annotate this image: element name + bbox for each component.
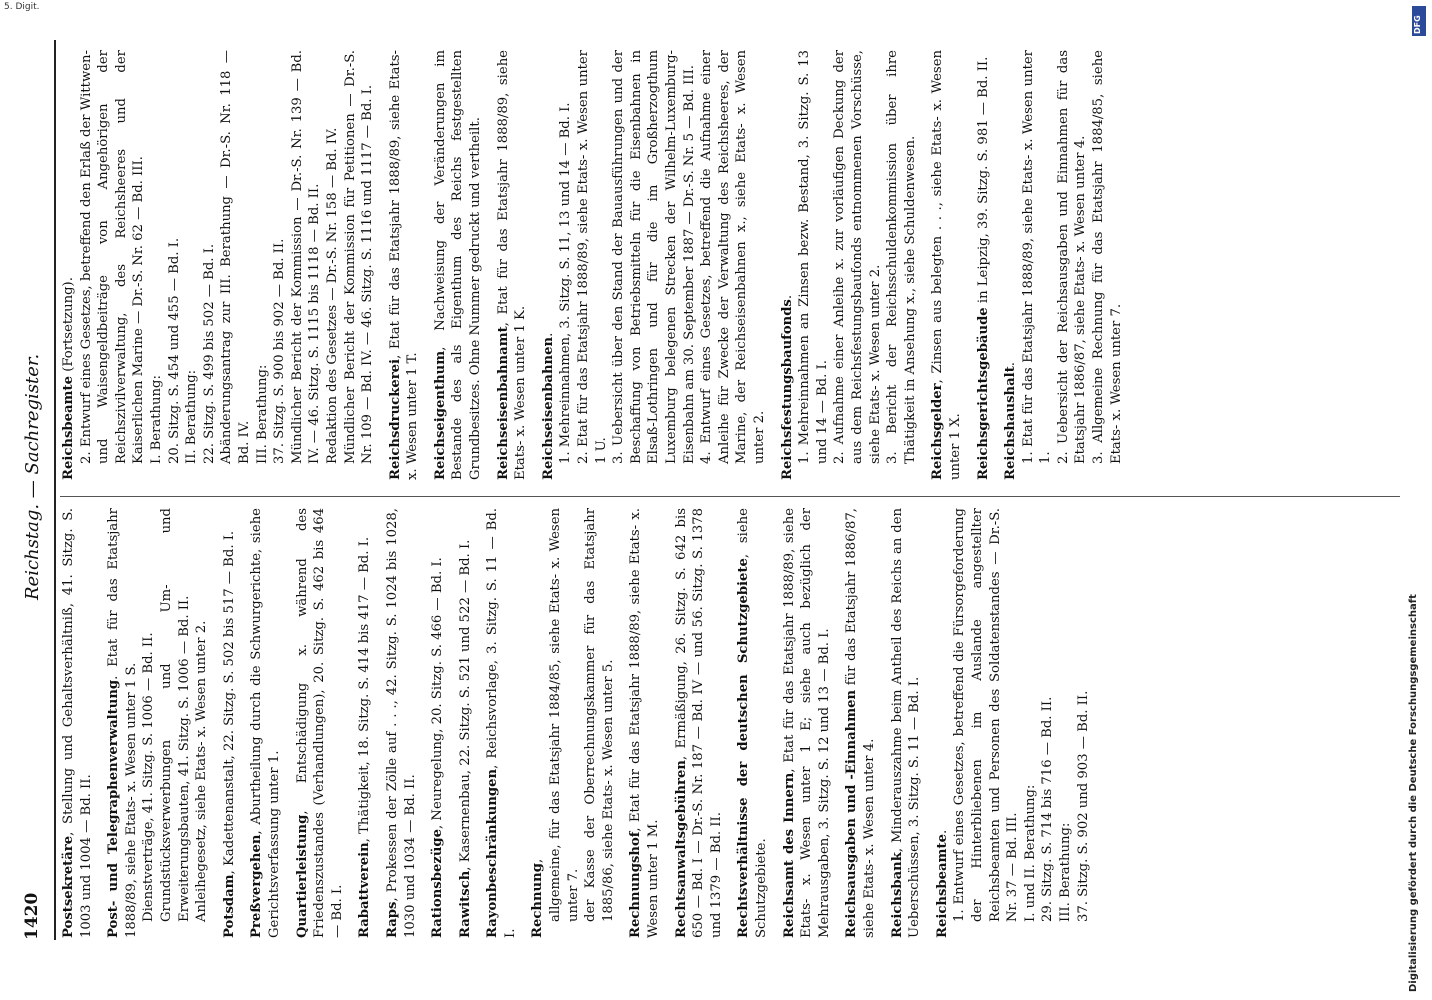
index-entry: [627, 508, 662, 938]
index-entry: [975, 50, 993, 480]
index-entry: [429, 508, 447, 938]
entry-keyword: Reichsgerichtsgebäude: [975, 307, 991, 480]
index-entry: [779, 50, 920, 480]
entry-subitem: 4. Entwurf eines Gesetzes, betreffend die Aufnahme einer Anleihe für Zwecke der Verwaltung des Reichsheeres, der Marine, der Reichseisenbahnen x., siehe Etats- x. Wesen unter 2.: [699, 50, 767, 464]
corner-mark: 5. Digit.: [4, 2, 40, 12]
entry-text: , Entschädigung x. während des Friedenszustandes (Verhandlungen), 20. Sitzg. S. 462 bis 464 — Bd. I.: [294, 508, 345, 938]
entry-keyword: Rechtsverhältnisse der deutschen Schutzgebiete: [736, 558, 752, 938]
entry-subitem: 3. Bericht der Reichsschuldenkommission über ihre Thätigkeit in Ansehung x., siehe Schuldenwesen.: [885, 50, 918, 464]
entry-subitem: 2. Etat für das Etatsjahr 1888/89, siehe Etats- x. Wesen unter 1 U.: [576, 50, 609, 464]
entry-subitem: Redaktion des Gesetzes — Dr.-S. Nr. 158 — Bd. IV.: [324, 127, 340, 464]
entry-subitem: 22. Sitzg. S. 499 bis 502 — Bd. I.: [201, 243, 217, 464]
index-entry: [60, 50, 377, 480]
entry-text: , Thätigkeit, 18. Sitzg. S. 414 bis 417 — Bd. I.: [357, 536, 373, 843]
entry-keyword: Reichsamt des Innern: [781, 772, 797, 938]
index-entry: [432, 50, 485, 480]
entry-subitem: 37. Sitzg. S. 900 bis 902 — Bd. II.: [272, 238, 288, 464]
entry-subitem: Grundstücksverwerbungen und Um- und Erweiterungsbauten, 41. Sitzg. S. 1006 — Bd. II.: [158, 508, 192, 922]
index-entry: [484, 508, 519, 938]
entry-subitem: 3. Allgemeine Rechnung für das Etatsjahr 1884/85, siehe Etats- x. Wesen unter 7.: [1091, 50, 1124, 464]
index-entry: [540, 50, 769, 480]
entry-text: , Kasernenbau, 22. Sitzg. S. 521 und 522 — Bd. I.: [457, 539, 473, 871]
index-entry: [495, 50, 530, 480]
index-entry: [457, 508, 475, 938]
entry-keyword: Raps: [384, 901, 400, 938]
index-entry: [934, 508, 1092, 938]
entry-text: , Etat für das Etatsjahr 1888/89, siehe Etats- x. Wesen unter 1 M.: [628, 508, 662, 938]
entry-keyword: Reichsbeamte: [61, 376, 76, 480]
index-entry: [1002, 50, 1125, 480]
entry-subitem: Mündlicher Bericht der Kommission — Dr.-S. Nr. 139 — Bd. IV. — 46. Sitzg. S. 1115 bis 1118 — Bd. II.: [289, 50, 323, 464]
entry-subitem: 29. Sitzg. S. 714 bis 716 — Bd. II.: [1040, 696, 1056, 922]
index-entry: [60, 508, 95, 938]
index-entry: [673, 508, 726, 938]
entry-keyword: Reichshaushalt: [1003, 366, 1019, 480]
index-entry: [105, 508, 211, 938]
entry-text: , Kadettenanstalt, 22. Sitzg. S. 502 bis 517 — Bd. I.: [221, 530, 237, 875]
entry-text: .: [934, 829, 950, 834]
entry-subitem: 1. Entwurf eines Gesetzes, betreffend die Fürsorgeforderung der Hinterbliebenen im Auslande angestellter Reichsbeamten und Personen des Soldatenstandes — Dr.-S. Nr. 37 — Bd. III.: [952, 508, 1021, 922]
entry-text: , Etat für das Etatsjahr 1888/89, siehe Etats- x. Wesen unter 1 E; siehe auch bezüglich der Mehrausgaben, 3. Sitzg. S. 12 und 13 — Bd. I.: [781, 508, 832, 938]
entry-text: für das Etatsjahr 1886/87, siehe Etats- x. Wesen unter 4.: [844, 508, 877, 938]
entry-subitem: 2. Entwurf eines Gesetzes, betreffend den Erlaß der Wittwen- und Waisengeldbeiträge von Angehörigen der Reichszivilverwaltung, des Reichsheeres und der Kaiserlichen Marine — Dr.-S. Nr. 62 — Bd. III.: [78, 50, 147, 464]
entry-text: , Etat für das Etatsjahr 1888/89, siehe Etats- x. Wesen unter 1 T.: [387, 50, 421, 480]
entry-keyword: Rechnungshof: [628, 831, 644, 938]
header-rule: [54, 40, 56, 940]
digitization-note: Digitalisierung gefördert durch die Deutsche Forschungsgemeinschaft: [1408, 594, 1419, 992]
entry-subitem: 20. Sitzg. S. 454 und 455 — Bd. I.: [166, 237, 182, 464]
entry-subitem: I. und II. Berathung:: [1022, 784, 1038, 922]
entry-text: , Minderauszahme beim Antheil des Reichs an den Ueberschüssen, 3. Sitzg. S. 11 — Bd. I.: [889, 508, 923, 938]
entry-text: ,: [530, 858, 546, 864]
entry-text: .: [1003, 362, 1019, 367]
entry-keyword: Preßvergehen: [249, 834, 265, 938]
entry-subitem: II. Berathung:: [184, 369, 200, 464]
entry-text: , Zinsen aus belegten . . ., siehe Etats- x. Wesen unter 1 X.: [930, 50, 963, 480]
entry-text: , Prokessen der Zölle auf . . ., 42. Sitzg. S. 1024 bis 1028, 1030 und 1034 — Bd. II.: [384, 508, 418, 938]
index-entry: [843, 508, 878, 938]
entry-keyword: Rationsbezüge: [430, 828, 446, 938]
entry-subitem: 3. Uebersicht über den Stand der Bauausführungen und der Beschaffung von Betriebsmitteln für die Eisenbahnen in Elsaß-Lothringen und für die im Großherzogthum Luxemburg belegenen Strecken der Wilhelm-Luxemburg-Eisenbahn am 30. September 1887 — Dr.-S. Nr. 5 — Bd. III.: [611, 50, 697, 464]
entry-text: in Leipzig, 39. Sitzg. S. 981 — Bd. II.: [975, 56, 991, 308]
entry-keyword: Reichseigenthum: [432, 350, 448, 480]
index-entry: [221, 508, 239, 938]
entry-text: , Ermäßigung, 26. Sitzg. S. 642 bis 650 — Bd. I — Dr.-S. Nr. 187 — Bd. IV — und 56. Sitzg. S. 1378 und 1379 — Bd. II.: [673, 508, 724, 938]
column-divider: [60, 496, 1400, 497]
index-entry: [294, 508, 347, 938]
entry-subitem: III. Berathung:: [254, 364, 270, 464]
entry-text: .: [779, 294, 795, 300]
entry-keyword: Reichseisenbahnen: [540, 336, 556, 480]
entry-text: (Fortsetzung).: [61, 277, 76, 376]
entry-keyword: Rayonbeschränkungen: [485, 768, 501, 938]
entry-subitem: 37. Sitzg. S. 902 und 903 — Bd. II.: [1075, 690, 1091, 922]
entry-subitem: I. Berathung:: [148, 375, 164, 464]
entry-subitem: 1. Mehreinnahmen, 3. Sitzg. S. 11, 13 und 14 — Bd. I.: [558, 102, 574, 464]
page-number: 1420: [22, 892, 42, 940]
left-column: [60, 508, 1102, 938]
entry-keyword: Rabattverein: [357, 842, 373, 938]
index-entry: [929, 50, 964, 480]
entry-text: , Reichsvorlage, 3. Sitzg. S. 11 — Bd. I.: [485, 508, 518, 938]
entry-keyword: Reichsbeamte: [934, 834, 950, 938]
entry-text: , Neuregelung, 20. Sitzg. S. 466 — Bd. I.: [430, 557, 446, 829]
entry-keyword: Post- und Telegraphenverwaltung: [106, 679, 122, 938]
entry-keyword: Reichsdruckerei: [387, 358, 403, 480]
index-entry: [248, 508, 283, 938]
entry-keyword: Rechtsanwaltsgebühren: [673, 760, 689, 938]
index-entry: [781, 508, 834, 938]
entry-subitem: III. Berathung:: [1057, 822, 1073, 922]
entry-text: , Etat für das Etatsjahr 1888/89, siehe Etats- x. Wesen unter 1 K.: [495, 50, 529, 480]
entry-keyword: Reichsbank: [889, 852, 905, 938]
entry-keyword: Reichseisenbahnamt: [495, 326, 511, 480]
entry-keyword: Reichsfestungsbaufonds: [779, 299, 795, 480]
right-column: [60, 50, 1135, 480]
digitization-margin: [1404, 8, 1428, 992]
index-entry: [529, 508, 617, 938]
page-header: [18, 40, 48, 940]
entry-text: , Aburtheilung durch die Schwurgerichte, siehe Gerichtsverfassung unter 1.: [249, 508, 282, 938]
index-entry: [889, 508, 924, 938]
entry-keyword: Reichsausgaben und -Einnahmen: [844, 689, 860, 938]
entry-text: . Etat für das Etatsjahr 1888/89, siehe Etats- x. Wesen unter 1 S.: [106, 508, 139, 938]
entry-subitem: Dienstverträge, 41. Sitzg. S. 1006 — Bd. II.: [141, 632, 157, 922]
entry-subitem: Anleihegesetz, siehe Etats- x. Wesen unter 2.: [194, 620, 210, 922]
running-head: Reichstag. — Sachregister.: [22, 353, 43, 600]
entry-text: , Stellung und Gehaltsverhältniß, 41. Sitzg. S. 1003 und 1004 — Bd. II.: [61, 508, 94, 938]
entry-text: .: [540, 332, 556, 337]
entry-subitem: Mündlicher Bericht der Kommission für Petitionen — Dr.-S. Nr. 109 — Bd. IV. — 46. Sitzg. S. 1116 und 1117 — Bd. I.: [342, 50, 376, 464]
entry-text: , Nachweisung der Veränderungen im Bestande des als Eigenthum des Reichs festgestellten Grundbesitzes. Ohne Nummer gedruckt und vertheilt.: [432, 50, 484, 480]
entry-subitem: Abänderungsantrag zur III. Berathung — Dr.-S. Nr. 118 — Bd. IV.: [219, 50, 252, 464]
index-entry: [384, 508, 419, 938]
entry-keyword: Rechnung: [530, 863, 546, 938]
entry-subitem: 1. Mehreinnahmen an Zinsen bezw. Bestand, 3. Sitzg. S. 13 und 14 — Bd. I.: [797, 50, 830, 464]
entry-text: , siehe Schutzgebiete.: [736, 508, 769, 938]
entry-keyword: Potsdam: [221, 874, 237, 938]
index-entry: [387, 50, 422, 480]
entry-subitem: allgemeine, für das Etatsjahr 1884/85, siehe Etats- x. Wesen unter 7.: [548, 508, 581, 922]
entry-subitem: der Kasse der Oberrechnungskammer für das Etatsjahr 1885/86, siehe Etats- x. Wesen unter 5.: [583, 508, 616, 922]
index-entry: [735, 508, 770, 938]
entry-subitem: 1. Etat für das Etatsjahr 1888/89, siehe Etats- x. Wesen unter 1.: [1020, 50, 1054, 464]
index-entry: [356, 508, 374, 938]
dfg-logo: DFG: [1412, 6, 1426, 36]
entry-subitem: 2. Uebersicht der Reichsausgaben und Einnahmen für das Etatsjahr 1886/87, siehe Etats- x. Wesen unter 4.: [1055, 50, 1089, 464]
entry-keyword: Rawitsch: [457, 870, 473, 938]
entry-subitem: 2. Aufnahme einer Anleihe x. zur vorläufigen Deckung der aus dem Reichsfestungsbaufonds entnommenen Vorschüsse, siehe Etats- x. Wesen unter 2.: [832, 50, 883, 464]
entry-keyword: Quartierleistung: [294, 814, 310, 938]
entry-keyword: Reichsgelder: [930, 383, 946, 480]
entry-keyword: Postsekretäre: [61, 835, 76, 938]
